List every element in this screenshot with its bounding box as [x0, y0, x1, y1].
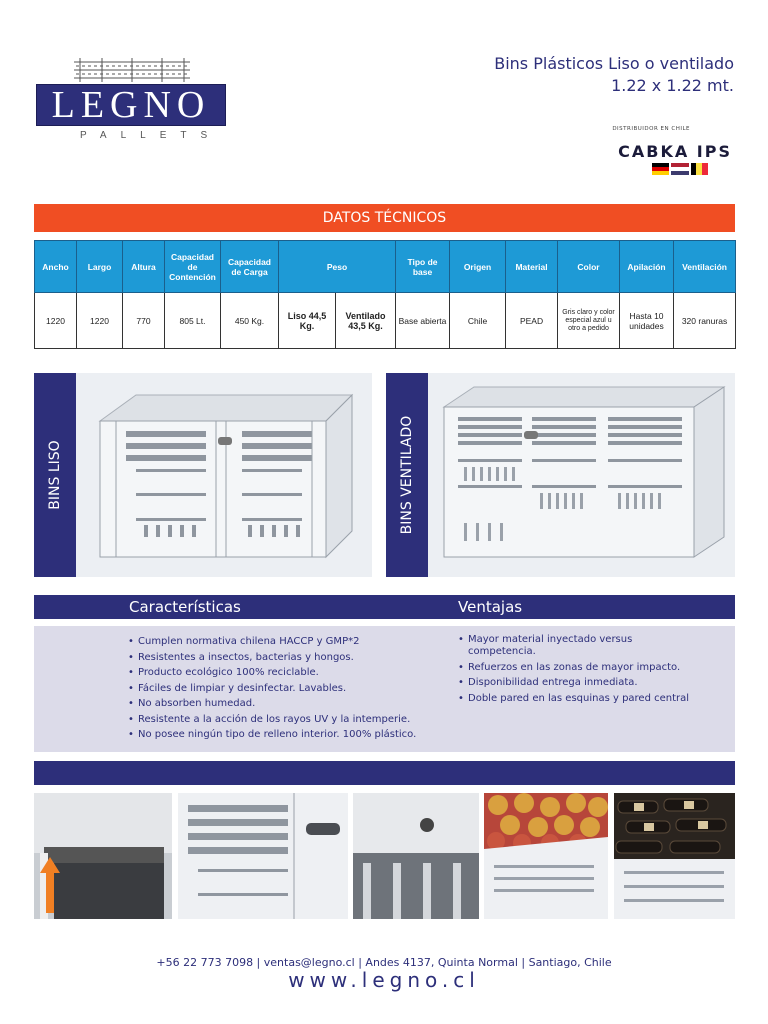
list-item: • No posee ningún tipo de relleno interior. 100% plástico.: [128, 727, 458, 743]
features-header-bar: [34, 595, 735, 619]
list-item: • Resistente a la acción de los rayos UV y la intemperie.: [128, 712, 458, 728]
header-peso: Peso: [279, 241, 396, 293]
belgium-flag-icon: [691, 163, 708, 175]
list-item: • Refuerzos en las zonas de mayor impacto.: [458, 662, 698, 674]
caracteristicas-list: [128, 634, 458, 743]
bins-liso-label: BINS LISO: [47, 440, 63, 510]
logo-wordmark: LEGNO: [51, 84, 211, 126]
logo-subtitle: PALLETS: [80, 130, 222, 141]
bins-ventilado-label: BINS VENTILADO: [399, 415, 415, 535]
tech-header-row: [35, 241, 736, 293]
bin-ventilado-photo: [428, 373, 735, 577]
bins-liso-label-bar: [34, 373, 76, 577]
header-contencion: Capacidad de Contención: [165, 241, 221, 293]
gallery-photo-wine-bottles: [614, 793, 735, 919]
value-color: Gris claro y color especial azul u otro a pedido: [558, 293, 620, 349]
legno-logo: [36, 54, 228, 146]
list-item: • Cumplen normativa chilena HACCP y GMP*2: [128, 634, 458, 650]
value-altura: 770: [123, 293, 165, 349]
value-ancho: 1220: [35, 293, 77, 349]
gallery-photo-apples: [484, 793, 608, 919]
list-item: • Resistentes a insectos, bacterias y hongos.: [128, 650, 458, 666]
header-material: Material: [506, 241, 558, 293]
list-item: • Fáciles de limpiar y desinfectar. Lavables.: [128, 681, 458, 697]
header-apilacion: Apilación: [620, 241, 674, 293]
contact-info: +56 22 773 7098 | ventas@legno.cl | Andes 4137, Quinta Normal | Santiago, Chile: [156, 956, 612, 969]
value-origen: Chile: [450, 293, 506, 349]
header-tipo-base: Tipo de base: [396, 241, 450, 293]
list-item: • Disponibilidad entrega inmediata.: [458, 677, 698, 689]
list-item: • Producto ecológico 100% reciclable.: [128, 665, 458, 681]
gallery-photo-forklift: [34, 793, 172, 919]
value-apilacion: Hasta 10 unidades: [620, 293, 674, 349]
germany-flag-icon: [652, 163, 669, 175]
tech-data-table: [34, 240, 736, 349]
list-item: • No absorben humedad.: [128, 696, 458, 712]
header-largo: Largo: [77, 241, 123, 293]
value-carga: 450 Kg.: [221, 293, 279, 349]
list-item: • Doble pared en las esquinas y pared central: [458, 693, 698, 705]
header-origen: Origen: [450, 241, 506, 293]
bins-ventilado-label-bar: [386, 373, 428, 577]
cabka-logo: CABKA IPS: [618, 142, 732, 161]
gallery-header-bar: [34, 761, 735, 785]
gallery-photo-corner-detail: [353, 793, 479, 919]
list-item: • Mayor material inyectado versus competencia.: [458, 634, 698, 658]
gallery-photo-bin-handle: [178, 793, 348, 919]
caracteristicas-title: Características: [129, 598, 241, 616]
header-altura: Altura: [123, 241, 165, 293]
distributor-label: DISTRIBUIDOR EN CHILE: [612, 126, 690, 132]
header-color: Color: [558, 241, 620, 293]
pallet-grid-icon: [72, 58, 192, 82]
usa-flag-icon: [671, 163, 688, 175]
website-link[interactable]: www.legno.cl: [288, 968, 480, 992]
page-title: Bins Plásticos Liso o ventilado: [494, 54, 734, 73]
value-material: PEAD: [506, 293, 558, 349]
page-subtitle-dimensions: 1.22 x 1.22 mt.: [611, 76, 734, 95]
value-ventilacion: 320 ranuras: [674, 293, 736, 349]
header-ancho: Ancho: [35, 241, 77, 293]
bin-liso-photo: [76, 373, 372, 577]
value-peso-liso: Liso 44,5 Kg.: [279, 293, 336, 349]
country-flags: [652, 163, 708, 175]
ventajas-list: [458, 634, 698, 708]
tech-data-title: DATOS TÉCNICOS: [34, 204, 735, 232]
value-peso-ventilado: Ventilado 43,5 Kg.: [336, 293, 396, 349]
ventajas-title: Ventajas: [458, 598, 523, 616]
value-tipo-base: Base abierta: [396, 293, 450, 349]
tech-value-row: [35, 293, 736, 349]
value-largo: 1220: [77, 293, 123, 349]
features-body: [34, 626, 735, 752]
header-ventilacion: Ventilación: [674, 241, 736, 293]
value-contencion: 805 Lt.: [165, 293, 221, 349]
header-carga: Capacidad de Carga: [221, 241, 279, 293]
